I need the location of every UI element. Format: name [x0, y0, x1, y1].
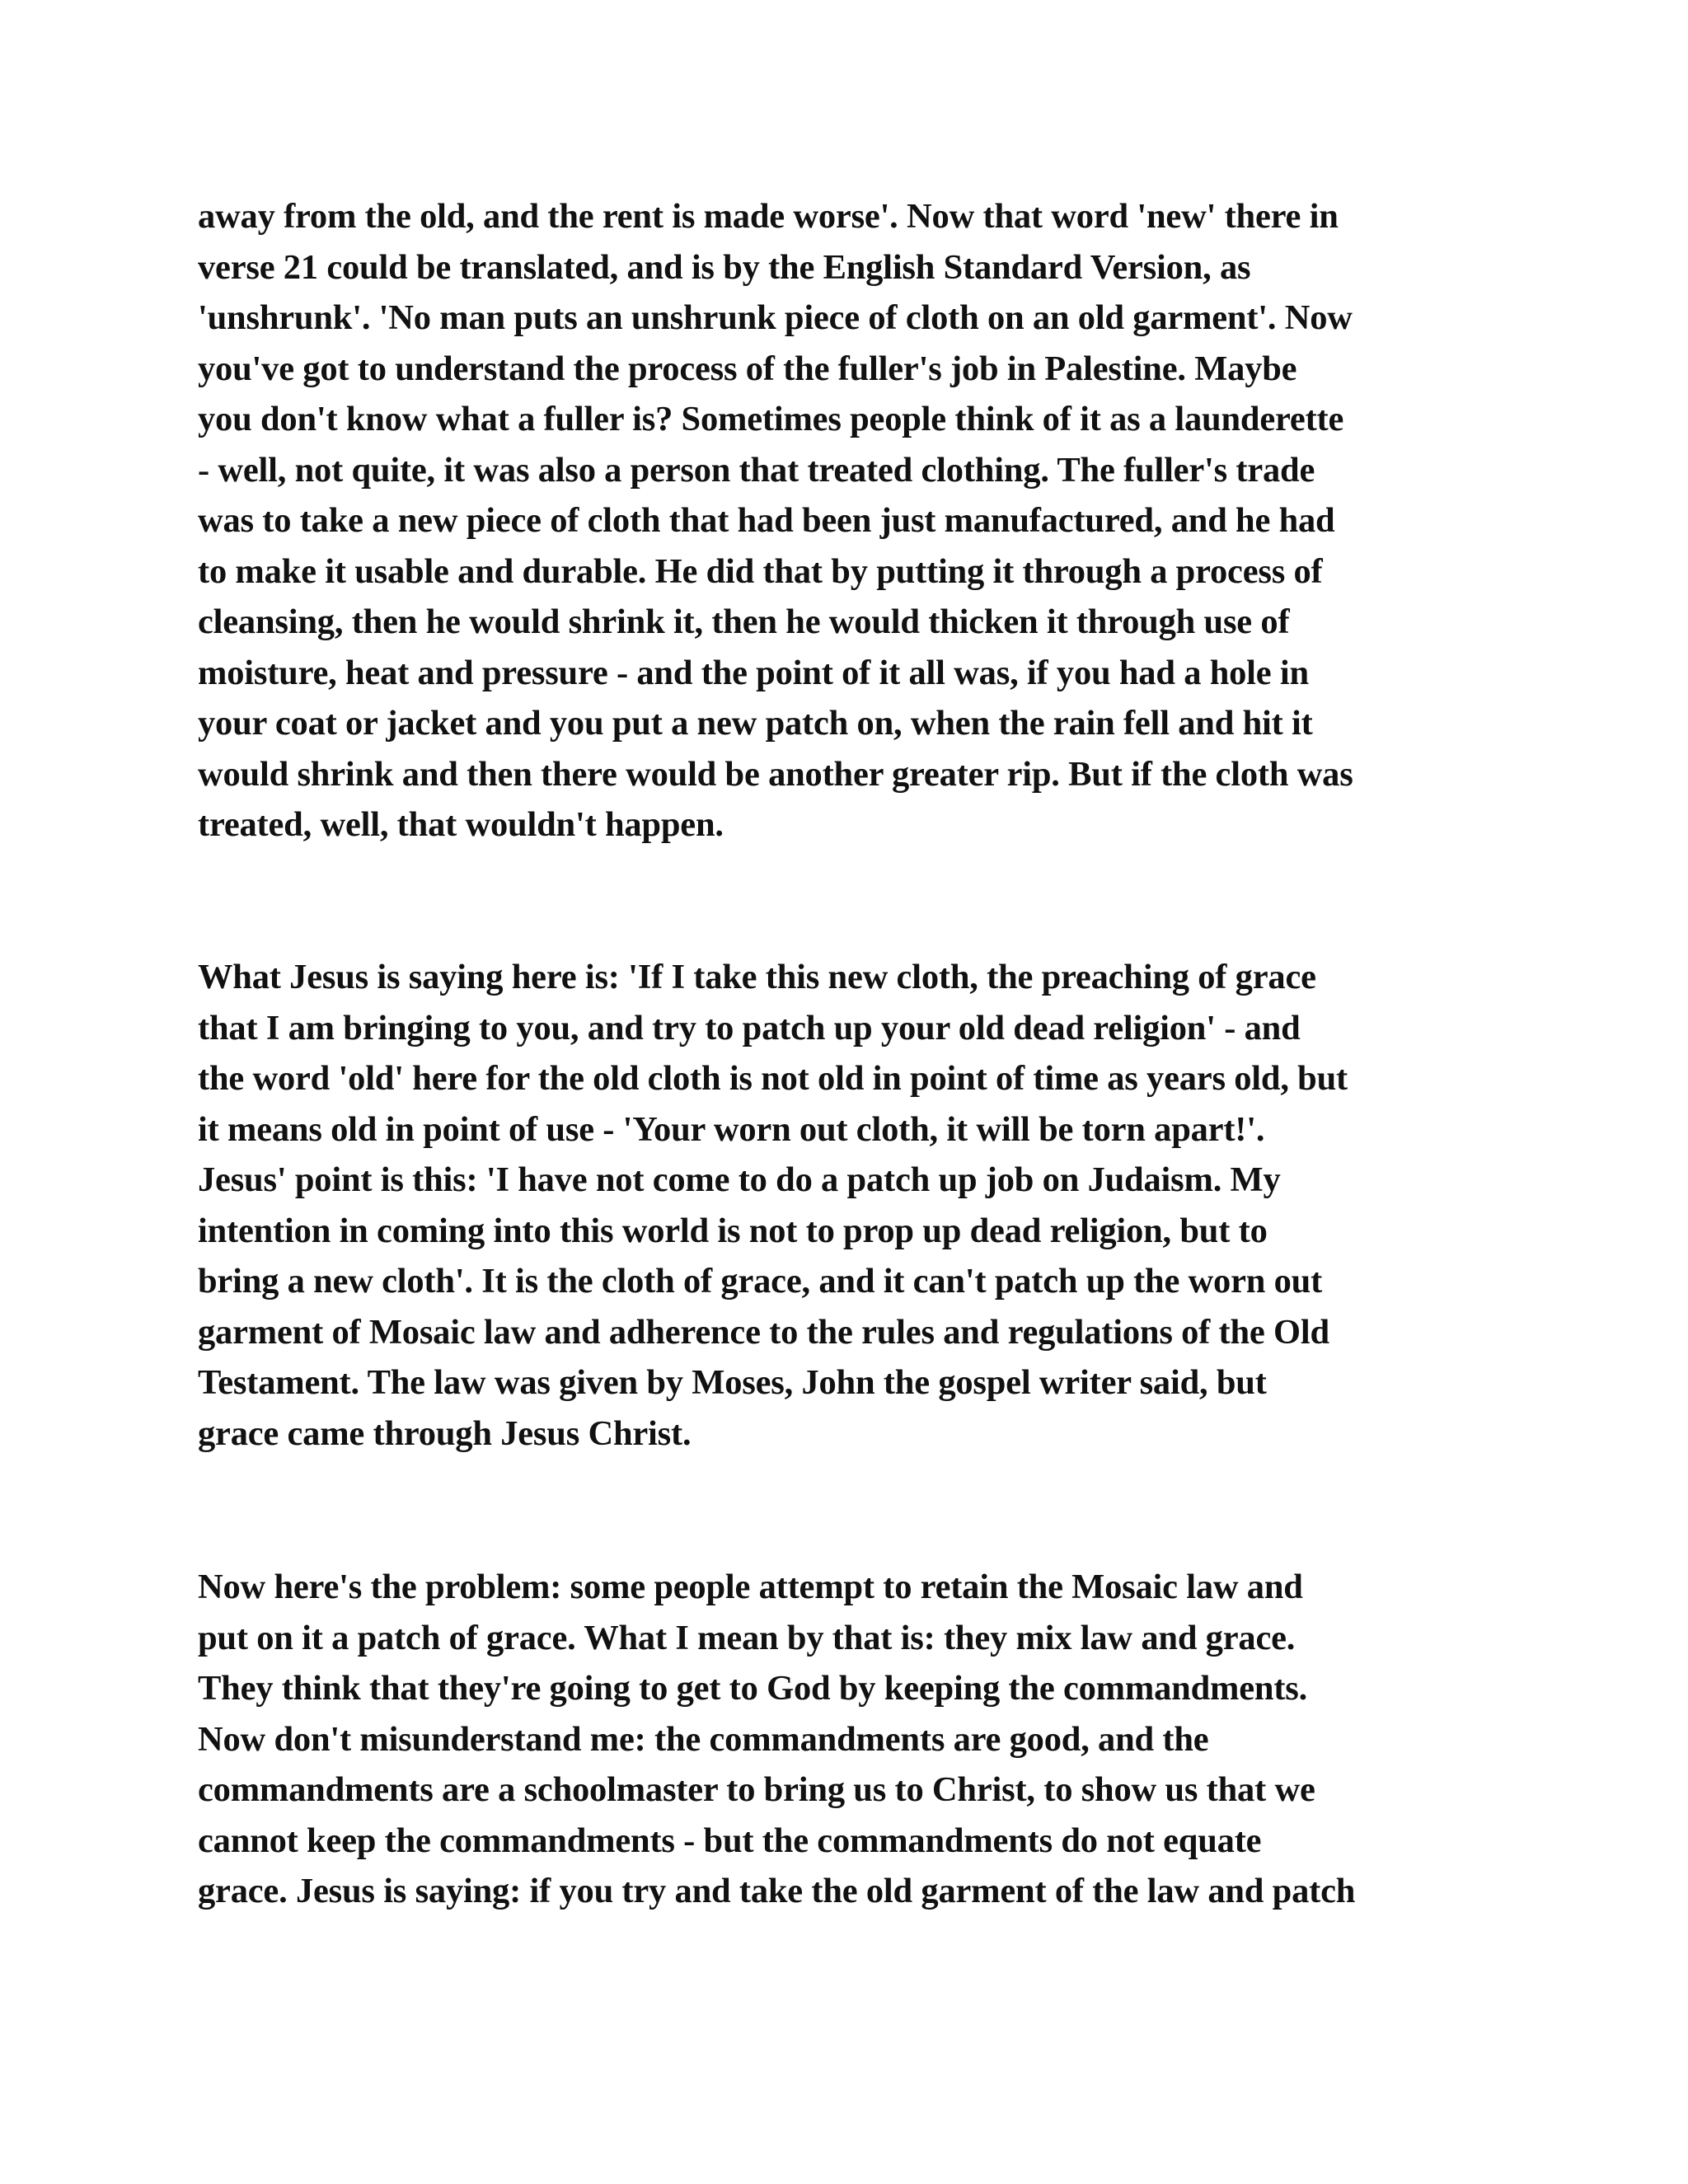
- text-line: put on it a patch of grace. What I mean by that is: they mix law and grace.: [198, 1618, 1296, 1657]
- text-line: Now don't misunderstand me: the commandments are good, and the: [198, 1719, 1209, 1759]
- text-line: They think that they're going to get to God by keeping the commandments.: [198, 1669, 1308, 1708]
- text-line: Jesus' point is this: 'I have not come to do a patch up job on Judaism. My: [198, 1160, 1281, 1199]
- text-line: your coat or jacket and you put a new patch on, when the rain fell and hit it: [198, 704, 1313, 743]
- text-line: moisture, heat and pressure - and the point of it all was, if you had a hole in: [198, 653, 1309, 692]
- text-line: garment of Mosaic law and adherence to the rules and regulations of the Old: [198, 1312, 1329, 1352]
- text-line: cleansing, then he would shrink it, then he would thicken it through use of: [198, 602, 1290, 641]
- text-line: you've got to understand the process of the fuller's job in Palestine. Maybe: [198, 349, 1297, 388]
- text-line: cannot keep the commandments - but the commandments do not equate: [198, 1821, 1262, 1860]
- text-line: would shrink and then there would be another greater rip. But if the cloth was: [198, 754, 1353, 794]
- text-line: bring a new cloth'. It is the cloth of grace, and it can't patch up the worn out: [198, 1262, 1323, 1301]
- text-line: to make it usable and durable. He did that by putting it through a process of: [198, 551, 1323, 591]
- text-line: treated, well, that wouldn't happen.: [198, 805, 724, 844]
- text-line: Testament. The law was given by Moses, John the gospel writer said, but: [198, 1363, 1267, 1402]
- text-line: away from the old, and the rent is made worse'. Now that word 'new' there in: [198, 197, 1339, 236]
- text-line: verse 21 could be translated, and is by the English Standard Version, as: [198, 247, 1251, 287]
- text-line: the word 'old' here for the old cloth is not old in point of time as years old, but: [198, 1059, 1348, 1098]
- paragraph-new-cloth-of-grace: [198, 952, 1517, 1459]
- text-line: Now here's the problem: some people attempt to retain the Mosaic law and: [198, 1568, 1303, 1606]
- text-line: that I am bringing to you, and try to patch up your old dead religion' - and: [198, 1008, 1301, 1047]
- text-line: What Jesus is saying here is: 'If I take this new cloth, the preaching of grace: [198, 958, 1316, 996]
- text-line: was to take a new piece of cloth that had been just manufactured, and he had: [198, 501, 1335, 540]
- paragraph-law-and-grace: [198, 1562, 1517, 1917]
- paragraph-fuller-process: [198, 191, 1517, 851]
- text-line: grace came through Jesus Christ.: [198, 1413, 692, 1453]
- text-line: - well, not quite, it was also a person that treated clothing. The fuller's trade: [198, 450, 1315, 490]
- text-line: grace. Jesus is saying: if you try and take the old garment of the law and patch: [198, 1872, 1356, 1910]
- text-line: intention in coming into this world is not to prop up dead religion, but to: [198, 1211, 1268, 1250]
- text-line: commandments are a schoolmaster to bring us to Christ, to show us that we: [198, 1770, 1315, 1809]
- text-line: you don't know what a fuller is? Sometimes people think of it as a launderette: [198, 400, 1344, 438]
- text-line: 'unshrunk'. 'No man puts an unshrunk piece of cloth on an old garment'. Now: [198, 298, 1353, 337]
- text-line: it means old in point of use - 'Your worn out cloth, it will be torn apart!'.: [198, 1109, 1265, 1149]
